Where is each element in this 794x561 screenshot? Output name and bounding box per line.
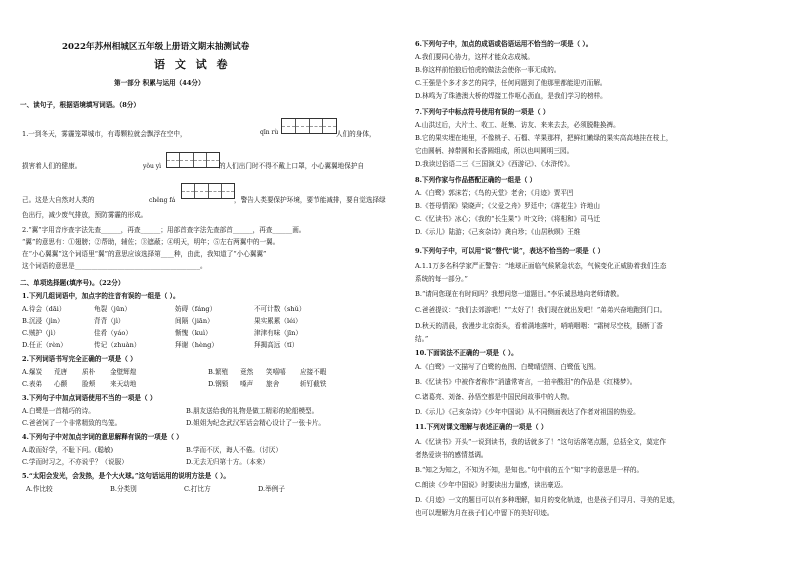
option-term: 荒唐 (54, 368, 68, 376)
option-d-cont: 结。” (415, 335, 429, 343)
option-c: C.爸爸提议：“我们去郊游吧！”“太好了！我们现在就出发吧！”弟弟兴奋地跑到门口。 (415, 306, 667, 314)
q8: 8.下列作家与作品搭配正确的一组是（ ） (415, 176, 537, 184)
option-d-term4: 拜揭高远（tī） (254, 341, 299, 349)
q1-item2-choice: 在“小心翼翼”这个词语里“翼”的意思应该选择第____种，由此，我知道了“小心翼翼” (22, 250, 267, 258)
q6: 6.下列句子中，加点的成语或俗语运用不恰当的一项是（ ）。 (415, 40, 593, 48)
option-a: A.1.1万多名科学家严正警告：“地球正面临气候紧急状态，气候变化正威胁着我们生态 (415, 262, 667, 270)
option-d: D.《示儿》陆游；《己亥杂诗》龚自珍；《山居秋暝》王维 (415, 228, 581, 236)
option-c-term1: C.贼护（jì） (22, 329, 60, 337)
option-c: C.诸葛亮、刘备、孙悟空都是中国民间故事中的人物。 (415, 393, 574, 401)
q1-sentence4: 色出行，减少废气排放，预防雾霾的形成。 (22, 211, 148, 219)
q2-heading: 二、单项选择题(填序号)。（22分） (20, 279, 125, 287)
option-term: 来天动地 (110, 380, 137, 388)
q2-question5: 5.“太阳会发光，会发热，是个大火球。”这句话运用的说明方法是（ ）。 (22, 472, 230, 480)
option-b: B.《苍母情深》梁晓声；《父爱之舟》罗廷中；《落花生》许地山 (415, 202, 600, 210)
option-a: A.我们要同心协力，这样才能众志成城。 (415, 53, 534, 61)
option-a: A.作比较 (26, 485, 53, 493)
option-b: B.《忆读书》中被作者称作“消遣常寄言，一拍辛酸泪”的作品是《红楼梦》。 (415, 378, 637, 386)
option-d-term2: 传记（zhuàn） (94, 341, 141, 349)
option-a-term4: 不可计数（shǔ） (254, 305, 306, 313)
option-a: A.《白鹭》一文描写了白鹭的鱼图、白鹭晴望图、白鹭低飞图。 (415, 363, 600, 371)
option-term: 应接不暇 (300, 368, 327, 376)
q1-sentence1: 1.一到冬天，雾霾笼罩城市，有毒颗粒就会飘浮在空中， (22, 130, 187, 138)
option-d: D.林鸣为了珠港澳大桥的焊接工作呕心沥血，是我们学习的榜样。 (415, 92, 607, 100)
pinyin-chengfa: chěng fá (149, 197, 176, 204)
option-c: 它由圆柄、掉带圆和长香圆组成，所以也叫圆明三园。 (415, 147, 574, 155)
option-term: 斩钉截铁 (300, 380, 327, 388)
option-a: A.敢而好学，不耻下问。(聪敏) (22, 446, 114, 454)
q2-question3: 3.下列句子中加点词语使用不当的一项是（ ） (22, 394, 157, 402)
option-b: B.“知之为知之，不知为不知，是知也。”句中前的五个“知”字的意思是一样的。 (415, 466, 644, 474)
q1-sentence2-start: 损害着人们的健康。 (22, 162, 82, 170)
pinyin-answer-box[interactable] (181, 183, 235, 199)
q1-sentence1-end: 人们的身体， (336, 130, 376, 138)
option-a-term2: 龟裂（jūn） (94, 305, 131, 313)
option-b-term2: 背背（jì） (94, 317, 125, 325)
q1-item2-meanings: “翼”的意思有：①翅膀；②帮助，辅佐；③遮蔽；④明天，明年；⑤左右两翼中的一翼。 (22, 238, 280, 246)
option-b: B.分类别 (110, 485, 137, 493)
option-a: A.山洪过后，大片土、收工、赶集、访友、来来去去，必须脱鞋换裤。 (415, 121, 620, 129)
q1-sentence3-start: 己。这是大自然对人类的 (22, 196, 95, 204)
part1-heading: 第一部分 积累与运用（44分） (114, 79, 205, 87)
option-b: B.它的果实埋在地里，不像桃子、石榴、苹果那样，把鲜红嫩绿的果实高高地挂在枝上， (415, 134, 673, 142)
option-b: B.学而不厌，诲人不倦。（讨厌） (186, 446, 282, 454)
option-term: 心颤 (54, 380, 68, 388)
q1-sentence3: ，警告人类要保护环境，要节能减排，要自觉选择绿 (234, 196, 386, 204)
option-term: B.繁殖 (208, 368, 229, 376)
option-b-term4: 果实累累（léi） (254, 317, 302, 325)
q1-item2-meaning: 这个词语的意思是______________________________________。 (22, 262, 207, 270)
paper-title: 语 文 试 卷 (154, 58, 231, 71)
option-c: C.朗读《少年中国说》时要读出力量感，读出豪迈。 (415, 481, 567, 489)
option-c: C.打比方 (184, 485, 211, 493)
q9: 9.下列句子中，可以用“说”替代“说”，表达不恰当的一项是（ ） (415, 247, 605, 255)
option-c: C.爸爸饲了一个非常精致的鸟笼。 (22, 419, 122, 427)
option-d: D.姐姐为纪念武汉军话会精心设计了一张卡片。 (186, 419, 326, 427)
option-d-term3: 拜谢（hèng） (175, 341, 218, 349)
option-d: D.秋天的清晨，我漫步北京街头，看着满地落叶，哨哨咽咽：“霜树尽空枝，肠断丁香 (415, 322, 663, 330)
option-d-cont: 也可以理解为月在孩子们心中留下的美好印迹。 (415, 509, 554, 517)
option-term: 金壁辉煌 (110, 368, 137, 376)
option-term: 嗓声 (240, 380, 254, 388)
option-term: 竟然 (240, 368, 254, 376)
option-term: 脸颊 (82, 380, 96, 388)
q1-sentence2: 的人们出门时不得不戴上口罩，小心翼翼地保护自 (219, 162, 365, 170)
option-b: B.“请问您现在有时间吗？我想问您一道题目。”李乐诚恳地向老师请教。 (415, 290, 624, 298)
q10: 10.下面说法不正确的一项是（ ）。 (415, 349, 518, 357)
option-c: C.《忆读书》冰心；《我的“长生果”》叶文玲；《将相和》司马迁 (415, 215, 601, 223)
option-d-term1: D.任正（rèn） (22, 341, 67, 349)
pinyin-answer-box[interactable] (166, 152, 220, 168)
option-term: 旅舍 (266, 380, 280, 388)
option-b: B.朋友送给我的礼物是做工精彩的轮船模型。 (186, 407, 319, 415)
q2-question2: 2.下列词语书写完全正确的一项是（ ） (22, 355, 137, 363)
option-term: 笑嘻嘻 (266, 368, 286, 376)
pinyin-youyi: yǒu yì (143, 163, 162, 170)
option-b-term3: 间隔（jiān） (175, 317, 214, 325)
option-term: D.钢锁 (208, 380, 229, 388)
option-d: D.《示儿》《己亥杂诗》《少年中国说》从不同侧面表达了作者对祖国的热爱。 (415, 408, 640, 416)
option-a-cont: 系统的每一部分。” (415, 275, 468, 283)
option-term: C.表弟 (22, 380, 43, 388)
q1-heading: 一、读句子，根据语境填写词语。（8分） (20, 101, 140, 109)
option-a: A.《白鹭》郭沫若；《鸟的天堂》老舍；《月迹》贾平凹 (415, 189, 574, 197)
option-d: D.我读过俗语二三《三国演义》《西游记》、《水浒传》。 (415, 160, 574, 168)
option-b-term1: B.沉浸（jìn） (22, 317, 64, 325)
option-term: 质朴 (82, 368, 96, 376)
option-term: A.爆炭 (22, 368, 43, 376)
option-c: C.王强是个多才多艺的同学，任何问题到了他那里都能迎刃而解。 (415, 79, 607, 87)
option-a: A.《忆读书》开头“一说到读书，我的话就多了！”这句话落笔点题，总括全文，莫定作 (415, 438, 666, 446)
q2-question4: 4.下列句子中对加点字词的意思解释有误的一项是（ ） (22, 433, 183, 441)
option-a-term1: A.待会（dāi） (22, 305, 66, 313)
option-c-term2: 佳肴（yáo） (94, 329, 133, 337)
option-d: D.无去无归第十方。（本来） (186, 458, 269, 466)
q2-question1: 1.下列几组词语中，加点字的注音有误的一组是（ ）。 (22, 292, 180, 300)
option-a-term3: 妨碍（fáng） (175, 305, 217, 313)
option-c-term4: 津津有味（jīn） (254, 329, 302, 337)
option-a-cont: 者热爱读书的感情基调。 (415, 451, 488, 459)
exam-header-title: 2022年苏州相城区五年级上册语文期末抽测试卷 (62, 42, 250, 52)
q7: 7.下列句子中标点符号使用有误的一项是（ ） (415, 108, 550, 116)
option-b: B.你这样前怕狼后怕虎的做法会使你一事无成的。 (415, 66, 561, 74)
option-c: C.学而时习之，不亦说乎？（说服） (22, 458, 128, 466)
option-d: D.举例子 (258, 485, 285, 493)
q11: 11.下列对课文理解与表述正确的一项是（ ） (415, 423, 548, 431)
option-d: D.《月迹》一文的题目可以有多种理解，如月的变化轨迹，也是孩子们寻月、寻美的足迹， (415, 496, 680, 504)
pinyin-qinru: qīn rù (260, 129, 279, 136)
pinyin-answer-box[interactable] (281, 118, 337, 134)
option-a: A.白鹭是一首精巧的诗。 (22, 407, 95, 415)
option-c-term3: 惭愧（kuì） (175, 329, 212, 337)
q1-item2: 2.“翼”字用音序查字法先查______，再查______；用部首查字法先查部首______，再查______画。 (22, 226, 306, 234)
